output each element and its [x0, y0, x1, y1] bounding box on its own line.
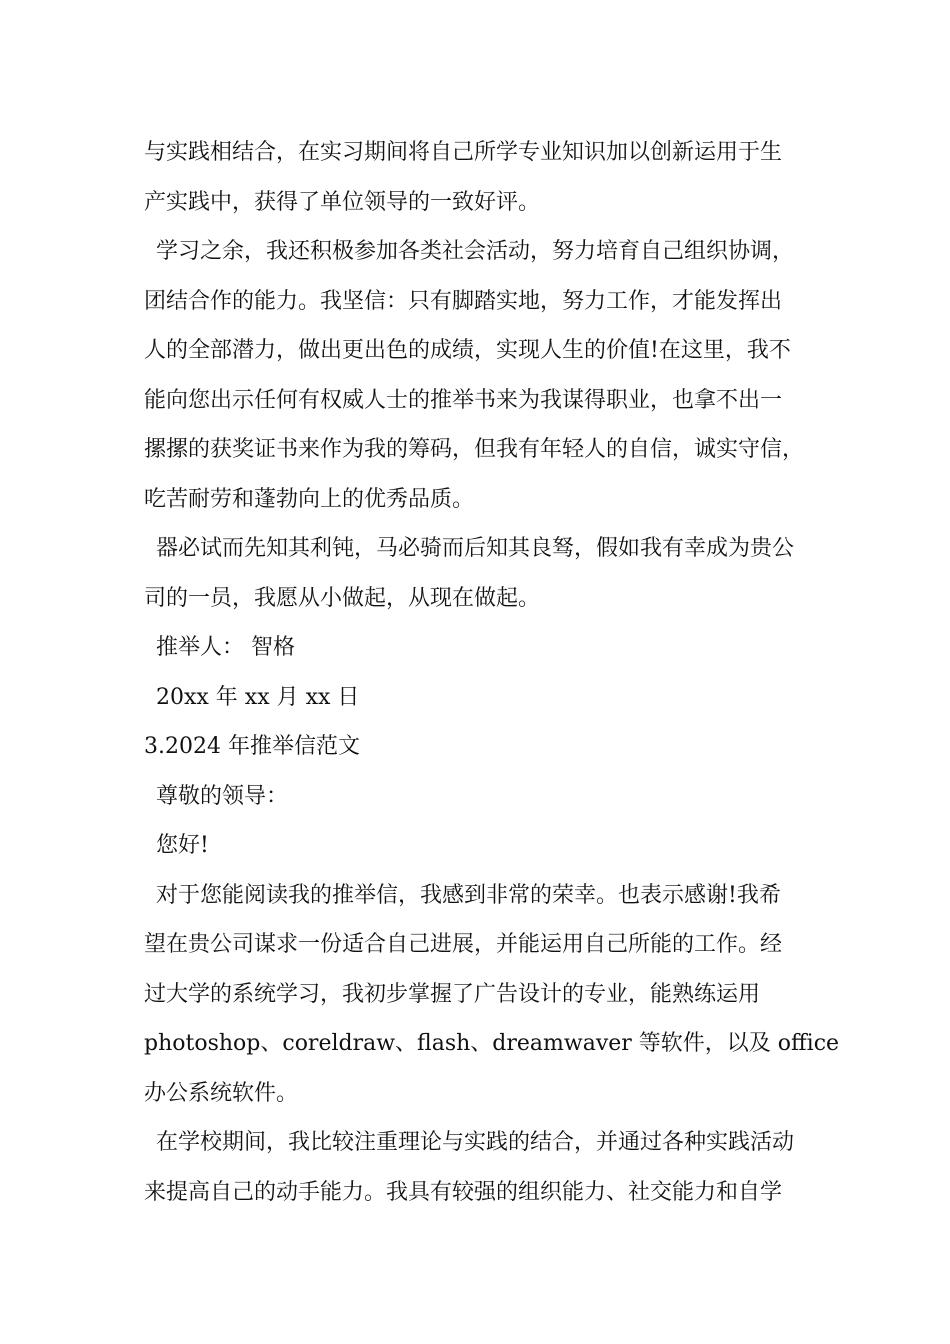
- recommender-signature: 推举人： 智格: [156, 635, 295, 660]
- paragraph-start: 对于您能阅读我的推举信，我感到非常的荣幸。也表示感谢!我希: [156, 882, 781, 908]
- paragraph-start: 学习之余，我还积极参加各类社会活动，努力培育自己组织协调，: [156, 239, 795, 264]
- text-line: 吃苦耐劳和蓬勃向上的优秀品质。: [144, 486, 475, 512]
- text-line: 来提高自己的动手能力。我具有较强的组织能力、社交能力和自学: [144, 1179, 783, 1205]
- section-heading: 3.2024 年推举信范文: [144, 734, 360, 759]
- text-line: 产实践中，获得了单位领导的一致好评。: [144, 189, 541, 215]
- paragraph-start: 在学校期间，我比较注重理论与实践的结合，并通过各种实践活动: [156, 1130, 795, 1155]
- text-line: 司的一员，我愿从小做起，从现在做起。: [144, 585, 541, 611]
- greeting: 您好!: [156, 833, 209, 858]
- text-line: 团结合作的能力。我坚信：只有脚踏实地，努力工作，才能发挥出: [144, 288, 783, 314]
- salutation: 尊敬的领导：: [156, 783, 289, 809]
- text-line: 与实践相结合，在实习期间将自己所学专业知识加以创新运用于生: [144, 140, 783, 165]
- text-line: 过大学的系统学习，我初步掌握了广告设计的专业，能熟练运用: [144, 981, 761, 1007]
- text-line: 望在贵公司谋求一份适合自己进展，并能运用自己所能的工作。经: [144, 932, 783, 957]
- text-line: photoshop、coreldraw、flash、dreamwaver 等软件，以及 office: [144, 1031, 840, 1056]
- text-line: 摞摞的获奖证书来作为我的筹码，但我有年轻人的自信，诚实守信，: [144, 437, 805, 462]
- document-body: [144, 128, 840, 1217]
- text-line: 人的全部潜力，做出更出色的成绩，实现人生的价值!在这里，我不: [144, 338, 791, 363]
- text-line: 办公系统软件。: [144, 1080, 299, 1106]
- paragraph-start: 器必试而先知其利钝，马必骑而后知其良驽，假如我有幸成为贵公: [156, 536, 795, 561]
- text-line: 能向您出示任何有权威人士的推举书来为我谋得职业，也拿不出一: [144, 387, 783, 413]
- signature-date: 20xx 年 xx 月 xx 日: [156, 684, 360, 710]
